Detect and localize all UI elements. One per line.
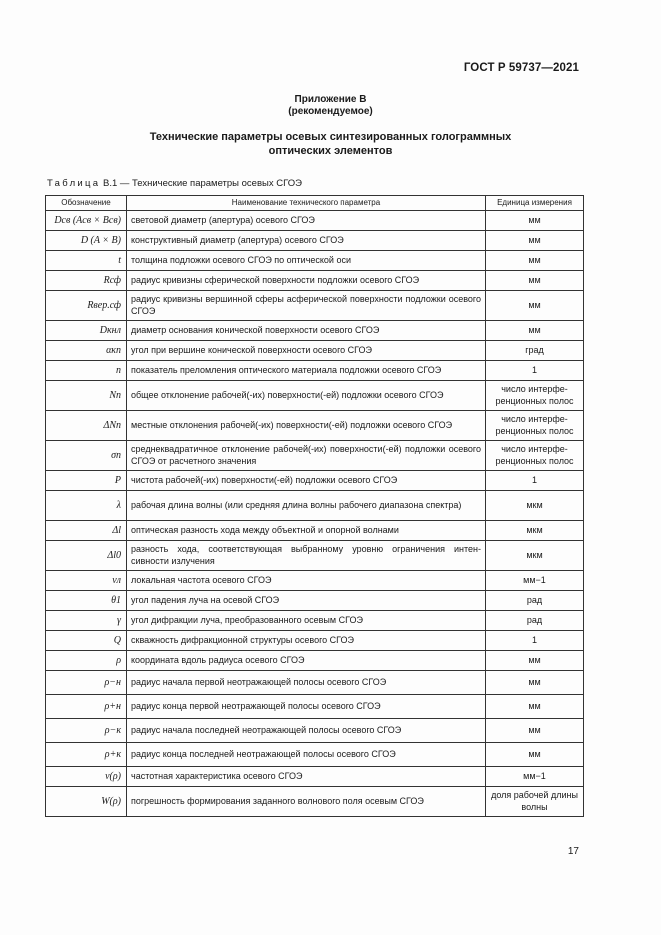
row-symbol: Nп — [46, 381, 127, 411]
row-symbol: Dсв (Aсв × Bсв) — [46, 211, 127, 231]
row-symbol: αкп — [46, 341, 127, 361]
row-unit: мм — [486, 251, 584, 271]
annex-title: Приложение В — [294, 94, 367, 105]
row-parameter-name: угол при вершине конической поверхности осевого СГОЭ — [127, 341, 486, 361]
row-parameter-name: радиус конца первой неотражающей полосы осевого СГОЭ — [127, 695, 486, 719]
table-row — [46, 291, 584, 321]
row-symbol: λ — [46, 491, 127, 521]
parameters-table — [45, 195, 584, 817]
row-symbol: ν(ρ) — [46, 767, 127, 787]
row-symbol: t — [46, 251, 127, 271]
table-body — [46, 211, 584, 817]
section-title — [60, 130, 601, 158]
table-row — [46, 695, 584, 719]
row-parameter-name: частотная характеристика осевого СГОЭ — [127, 767, 486, 787]
row-symbol: Rсф — [46, 271, 127, 291]
table-row — [46, 611, 584, 631]
row-parameter-name: толщина подложки осевого СГОЭ по оптической оси — [127, 251, 486, 271]
row-symbol: Δl — [46, 521, 127, 541]
table-caption — [47, 178, 302, 189]
row-unit: 1 — [486, 471, 584, 491]
table-row — [46, 671, 584, 695]
row-symbol: θ1 — [46, 591, 127, 611]
table-row — [46, 231, 584, 251]
table-row — [46, 471, 584, 491]
table-row — [46, 743, 584, 767]
row-unit: число интерфе- ренционных полос — [486, 441, 584, 471]
row-parameter-name: угол дифракции луча, преобразованного осевым СГОЭ — [127, 611, 486, 631]
row-unit: мм — [486, 211, 584, 231]
row-unit: мм — [486, 719, 584, 743]
row-symbol: ρ — [46, 651, 127, 671]
section-title-line-2: оптических элементов — [268, 145, 393, 157]
row-parameter-name: диаметр основания конической поверхности осевого СГОЭ — [127, 321, 486, 341]
row-parameter-name: чистота рабочей(-их) поверхности(-ей) подложки осевого СГОЭ — [127, 471, 486, 491]
row-parameter-name: радиус кривизны сферической поверхности подложки осевого СГОЭ — [127, 271, 486, 291]
table-row — [46, 411, 584, 441]
standard-number: ГОСТ Р 59737—2021 — [463, 62, 579, 74]
row-unit: мм — [486, 671, 584, 695]
row-unit: мкм — [486, 521, 584, 541]
row-parameter-name: угол падения луча на осевой СГОЭ — [127, 591, 486, 611]
row-unit: мм — [486, 291, 584, 321]
row-symbol: γ — [46, 611, 127, 631]
row-symbol: ρ+н — [46, 695, 127, 719]
table-row — [46, 571, 584, 591]
section-title-line-1: Технические параметры осевых синтезированных голограммных — [149, 131, 512, 143]
row-parameter-name: среднеквадратичное отклонение рабочей(-их) поверхности(-ей) подложки осевого СГОЭ от расчетного значения — [127, 441, 486, 471]
row-symbol: ρ+к — [46, 743, 127, 767]
row-unit: мм — [486, 743, 584, 767]
row-unit: число интерфе- ренционных полос — [486, 411, 584, 441]
row-unit: мм — [486, 271, 584, 291]
row-unit: мм — [486, 651, 584, 671]
table-row — [46, 361, 584, 381]
row-parameter-name: оптическая разность хода между объектной и опорной волнами — [127, 521, 486, 541]
row-parameter-name: радиус начала последней неотражающей полосы осевого СГОЭ — [127, 719, 486, 743]
row-symbol: Δl0 — [46, 541, 127, 571]
table-row — [46, 271, 584, 291]
row-parameter-name: световой диаметр (апертура) осевого СГОЭ — [127, 211, 486, 231]
table-row — [46, 631, 584, 651]
row-symbol: ΔNп — [46, 411, 127, 441]
column-header-unit: Единица измерения — [486, 196, 584, 211]
table-row — [46, 441, 584, 471]
table-row — [46, 341, 584, 361]
row-unit: град — [486, 341, 584, 361]
table-row — [46, 787, 584, 817]
table-row — [46, 381, 584, 411]
row-symbol: σп — [46, 441, 127, 471]
row-parameter-name: рабочая длина волны (или средняя длина волны рабочего диапазона спектра) — [127, 491, 486, 521]
annex-heading — [0, 94, 661, 118]
row-unit: мм−1 — [486, 767, 584, 787]
table-row — [46, 321, 584, 341]
table-row — [46, 251, 584, 271]
row-parameter-name: радиус конца последней неотражающей полосы осевого СГОЭ — [127, 743, 486, 767]
row-unit: мм — [486, 231, 584, 251]
row-parameter-name: радиус кривизны вершинной сферы асферической поверхности подложки осевого СГОЭ — [127, 291, 486, 321]
row-unit: мм — [486, 695, 584, 719]
column-header-name: Наименование технического параметра — [127, 196, 486, 211]
row-parameter-name: скважность дифракционной структуры осевого СГОЭ — [127, 631, 486, 651]
row-symbol: νл — [46, 571, 127, 591]
page-number: 17 — [567, 846, 579, 857]
table-caption-text: В.1 — Технические параметры осевых СГОЭ — [103, 178, 302, 189]
row-parameter-name: общее отклонение рабочей(-их) поверхности(-ей) подложки осевого СГОЭ — [127, 381, 486, 411]
row-parameter-name: радиус начала первой неотражающей полосы осевого СГОЭ — [127, 671, 486, 695]
row-symbol: Dкнл — [46, 321, 127, 341]
table-row — [46, 541, 584, 571]
row-symbol: ρ−н — [46, 671, 127, 695]
row-unit: рад — [486, 611, 584, 631]
table-row — [46, 719, 584, 743]
table-row — [46, 521, 584, 541]
row-symbol: Q — [46, 631, 127, 651]
row-parameter-name: погрешность формирования заданного волнового поля осевым СГОЭ — [127, 787, 486, 817]
row-unit: число интерфе- ренционных полос — [486, 381, 584, 411]
row-unit: 1 — [486, 631, 584, 651]
row-parameter-name: конструктивный диаметр (апертура) осевого СГОЭ — [127, 231, 486, 251]
row-symbol: Rвер.сф — [46, 291, 127, 321]
table-row — [46, 651, 584, 671]
row-symbol: n — [46, 361, 127, 381]
column-header-symbol: Обозначение — [46, 196, 127, 211]
row-unit: мкм — [486, 541, 584, 571]
table-row — [46, 767, 584, 787]
row-parameter-name: координата вдоль радиуса осевого СГОЭ — [127, 651, 486, 671]
row-parameter-name: локальная частота осевого СГОЭ — [127, 571, 486, 591]
row-symbol: W(ρ) — [46, 787, 127, 817]
row-symbol: P — [46, 471, 127, 491]
row-unit: мкм — [486, 491, 584, 521]
table-row — [46, 211, 584, 231]
row-parameter-name: местные отклонения рабочей(-их) поверхности(-ей) подложки осевого СГОЭ — [127, 411, 486, 441]
row-unit: мм−1 — [486, 571, 584, 591]
row-unit: 1 — [486, 361, 584, 381]
table-header-row — [46, 196, 584, 211]
row-symbol: D (A × B) — [46, 231, 127, 251]
row-unit: доля рабочей длины волны — [486, 787, 584, 817]
row-parameter-name: показатель преломления оптического материала подложки осевого СГОЭ — [127, 361, 486, 381]
table-row — [46, 591, 584, 611]
row-parameter-name: разность хода, соответствующая выбранному уровню ограничения интен- сивности излучения — [127, 541, 486, 571]
table-caption-label: Таблица — [47, 178, 101, 189]
table-row — [46, 491, 584, 521]
annex-status: (рекомендуемое) — [288, 106, 373, 117]
row-symbol: ρ−к — [46, 719, 127, 743]
row-unit: мм — [486, 321, 584, 341]
row-unit: рад — [486, 591, 584, 611]
